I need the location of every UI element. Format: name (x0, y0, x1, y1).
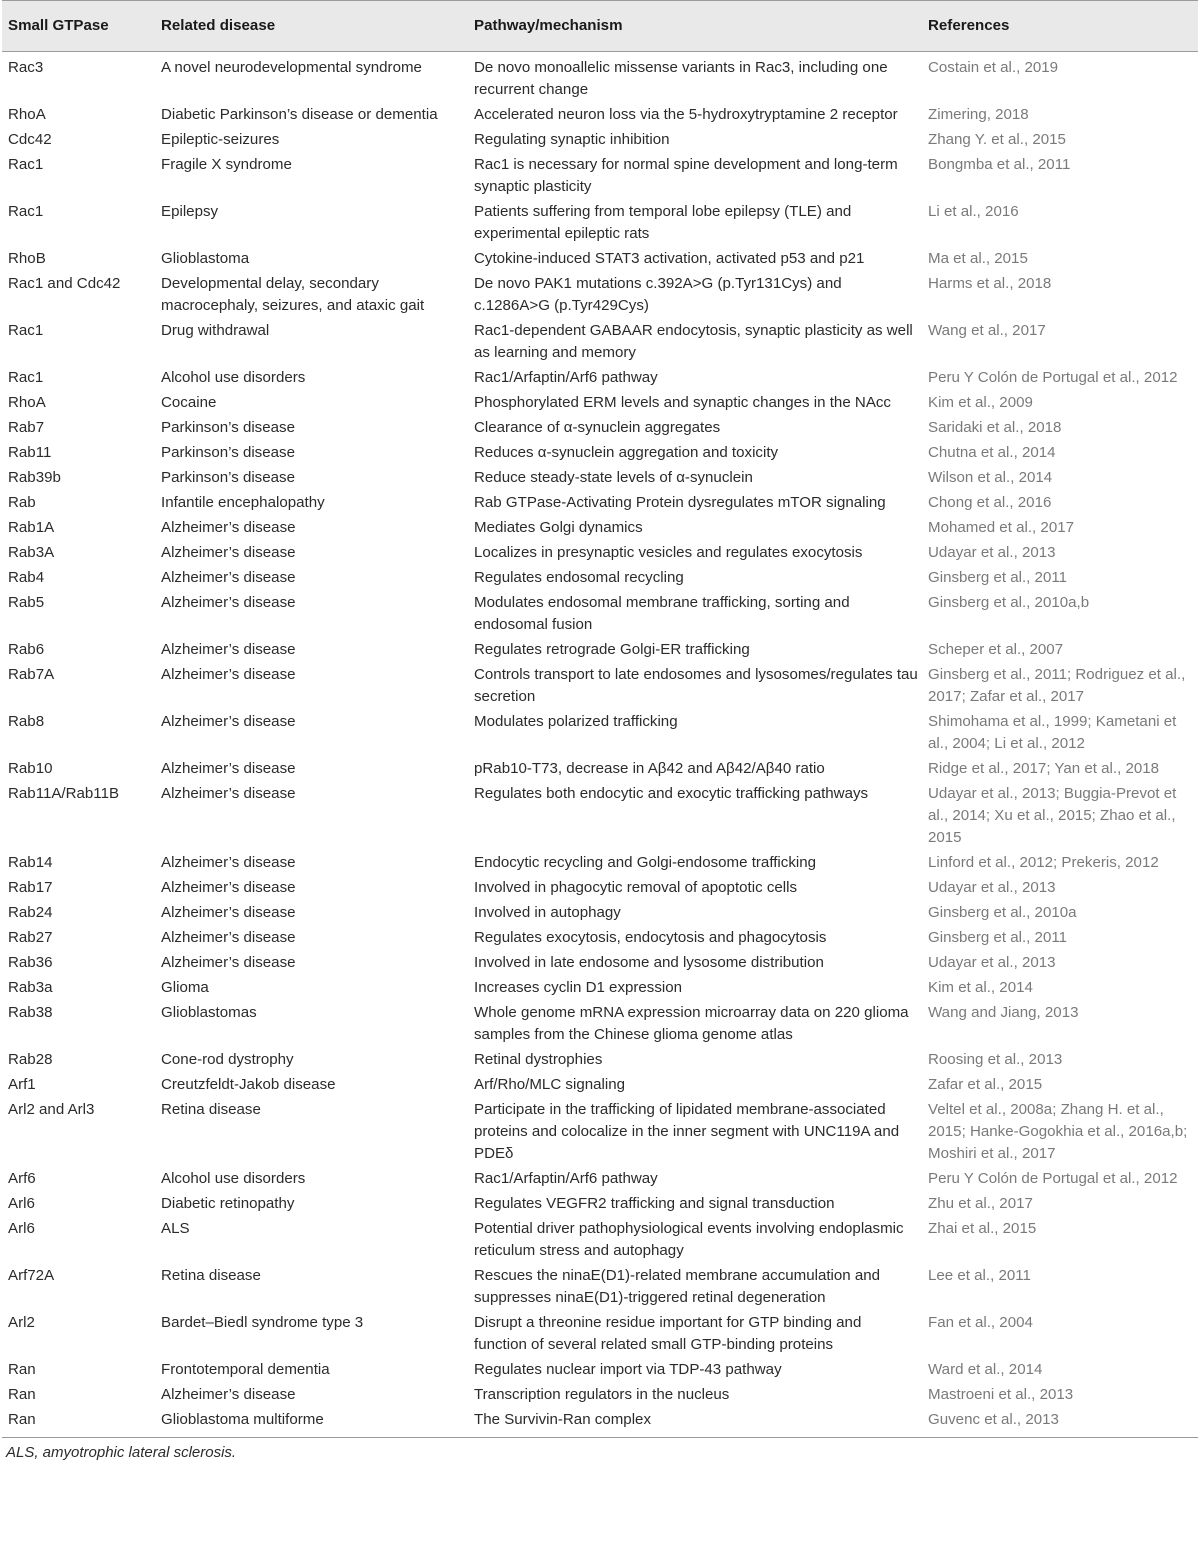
disease-cell: ALS (161, 1220, 190, 1237)
reference-cell: Wilson et al., 2014 (928, 469, 1053, 486)
gtpase-cell: Rab (8, 494, 36, 511)
mechanism-cell: Rac1/Arfaptin/Arf6 pathway (474, 369, 658, 386)
mechanism-cell: Regulates endosomal recycling (474, 569, 684, 586)
table-row (2, 876, 1198, 901)
mechanism-cell: pRab10-T73, decrease in Aβ42 and Aβ42/Aβ40 ratio (474, 760, 825, 777)
mechanism-cell: Potential driver pathophysiological events involving endoplasmic reticulum stress and autophagy (474, 1220, 904, 1259)
gtpase-cell: Rac1 (8, 156, 44, 173)
header-row (2, 1, 1198, 52)
mechanism-cell: Retinal dystrophies (474, 1051, 603, 1068)
table-row (2, 103, 1198, 128)
table-row (2, 566, 1198, 591)
reference-cell: Kim et al., 2014 (928, 979, 1033, 996)
table-row (2, 976, 1198, 1001)
gtpase-cell: Arf72A (8, 1267, 55, 1284)
gtpase-cell: Rac1 (8, 322, 44, 339)
disease-cell: Alcohol use disorders (161, 1170, 306, 1187)
gtpase-cell: Rab39b (8, 469, 61, 486)
gtpase-cell: Rac1 and Cdc42 (8, 275, 121, 292)
reference-cell: Udayar et al., 2013 (928, 954, 1056, 971)
gtpase-cell: Arl6 (8, 1195, 35, 1212)
mechanism-cell: Patients suffering from temporal lobe epilepsy (TLE) and experimental epileptic rats (474, 203, 852, 242)
table-row (2, 541, 1198, 566)
table-row (2, 128, 1198, 153)
gtpase-cell: Rab38 (8, 1004, 53, 1021)
table-row (2, 757, 1198, 782)
gtpase-cell: Cdc42 (8, 131, 52, 148)
reference-cell: Mastroeni et al., 2013 (928, 1386, 1074, 1403)
reference-cell: Ginsberg et al., 2010a (928, 904, 1077, 921)
table-row (2, 391, 1198, 416)
disease-cell: Alzheimer’s disease (161, 904, 296, 921)
mechanism-cell: De novo PAK1 mutations c.392A>G (p.Tyr131Cys) and c.1286A>G (p.Tyr429Cys) (474, 275, 842, 314)
column-header-references: References (922, 1, 1198, 52)
mechanism-cell: Reduce steady-state levels of α-synuclein (474, 469, 753, 486)
gtpase-cell: Ran (8, 1361, 36, 1378)
disease-cell: Alzheimer’s disease (161, 713, 296, 730)
table-row (2, 901, 1198, 926)
mechanism-cell: Increases cyclin D1 expression (474, 979, 683, 996)
reference-cell: Bongmba et al., 2011 (928, 156, 1071, 173)
table-row (2, 52, 1198, 103)
table-row (2, 638, 1198, 663)
gtpase-cell: Ran (8, 1411, 36, 1428)
mechanism-cell: Involved in autophagy (474, 904, 621, 921)
gtpase-cell: Arf6 (8, 1170, 36, 1187)
column-header-related-disease: Related disease (155, 1, 468, 52)
reference-cell: Chutna et al., 2014 (928, 444, 1056, 461)
mechanism-cell: Disrupt a threonine residue important for GTP binding and function of several related small GTP-binding proteins (474, 1314, 862, 1353)
reference-cell: Ginsberg et al., 2011 (928, 569, 1068, 586)
mechanism-cell: The Survivin-Ran complex (474, 1411, 651, 1428)
table-row (2, 441, 1198, 466)
reference-cell: Harms et al., 2018 (928, 275, 1052, 292)
mechanism-cell: Participate in the trafficking of lipidated membrane-associated proteins and colocalize in the inner segment with UNC119A and PDEδ (474, 1101, 900, 1162)
reference-cell: Scheper et al., 2007 (928, 641, 1064, 658)
gtpase-cell: Rab11 (8, 444, 52, 461)
disease-cell: Fragile X syndrome (161, 156, 292, 173)
reference-cell: Peru Y Colón de Portugal et al., 2012 (928, 1170, 1178, 1187)
table-row (2, 416, 1198, 441)
reference-cell: Ginsberg et al., 2010a,b (928, 594, 1090, 611)
disease-cell: Epileptic-seizures (161, 131, 280, 148)
disease-cell: Alzheimer’s disease (161, 641, 296, 658)
reference-cell: Lee et al., 2011 (928, 1267, 1031, 1284)
gtpase-cell: Rab3a (8, 979, 53, 996)
reference-cell: Zhai et al., 2015 (928, 1220, 1037, 1237)
reference-cell: Guvenc et al., 2013 (928, 1411, 1059, 1428)
mechanism-cell: Rescues the ninaE(D1)-related membrane accumulation and suppresses ninaE(D1)-triggered retinal degeneration (474, 1267, 881, 1306)
table-row (2, 319, 1198, 366)
mechanism-cell: Regulates retrograde Golgi-ER trafficking (474, 641, 750, 658)
disease-cell: Developmental delay, secondary macrocephaly, seizures, and ataxic gait (161, 275, 425, 314)
table-footnote: ALS, amyotrophic lateral sclerosis. (6, 1444, 237, 1461)
table-row (2, 1264, 1198, 1311)
mechanism-cell: Rab GTPase-Activating Protein dysregulates mTOR signaling (474, 494, 886, 511)
table-row (2, 1192, 1198, 1217)
disease-cell: Glioma (161, 979, 209, 996)
gtpase-cell: Rab6 (8, 641, 45, 658)
mechanism-cell: Whole genome mRNA expression microarray data on 220 glioma samples from the Chinese glioma genome atlas (474, 1004, 909, 1043)
disease-cell: Glioblastoma (161, 250, 250, 267)
mechanism-cell: Reduces α-synuclein aggregation and toxicity (474, 444, 779, 461)
disease-cell: Alzheimer’s disease (161, 1386, 296, 1403)
disease-cell: Cocaine (161, 394, 217, 411)
reference-cell: Ginsberg et al., 2011 (928, 929, 1068, 946)
gtpase-cell: Rac1 (8, 369, 44, 386)
reference-cell: Li et al., 2016 (928, 203, 1019, 220)
reference-cell: Udayar et al., 2013; Buggia-Prevot et al., 2014; Xu et al., 2015; Zhao et al., 2015 (928, 785, 1177, 846)
reference-cell: Roosing et al., 2013 (928, 1051, 1063, 1068)
mechanism-cell: Regulating synaptic inhibition (474, 131, 670, 148)
table-row (2, 926, 1198, 951)
disease-cell: Diabetic Parkinson’s disease or dementia (161, 106, 438, 123)
gtpase-cell: Rab27 (8, 929, 53, 946)
table-row (2, 366, 1198, 391)
gtpase-cell: Rab14 (8, 854, 53, 871)
table-row (2, 200, 1198, 247)
table-row (2, 1098, 1198, 1167)
reference-cell: Wang et al., 2017 (928, 322, 1046, 339)
mechanism-cell: De novo monoallelic missense variants in Rac3, including one recurrent change (474, 59, 888, 98)
disease-cell: Alzheimer’s disease (161, 760, 296, 777)
gtpase-cell: Rab7 (8, 419, 45, 436)
gtpase-cell: Rab8 (8, 713, 45, 730)
table-row (2, 247, 1198, 272)
table-row (2, 851, 1198, 876)
reference-cell: Costain et al., 2019 (928, 59, 1059, 76)
gtpase-cell: Rab11A/Rab11B (8, 785, 120, 802)
reference-cell: Ginsberg et al., 2011; Rodriguez et al., 2017; Zafar et al., 2017 (928, 666, 1186, 705)
reference-cell: Shimohama et al., 1999; Kametani et al., 2004; Li et al., 2012 (928, 713, 1177, 752)
table-row (2, 1073, 1198, 1098)
table-row (2, 466, 1198, 491)
mechanism-cell: Rac1 is necessary for normal spine development and long-term synaptic plasticity (474, 156, 898, 195)
disease-cell: Alzheimer’s disease (161, 519, 296, 536)
mechanism-cell: Controls transport to late endosomes and lysosomes/regulates tau secretion (474, 666, 918, 705)
gtpase-disease-table (2, 0, 1198, 1438)
mechanism-cell: Rac1/Arfaptin/Arf6 pathway (474, 1170, 658, 1187)
gtpase-cell: Rab3A (8, 544, 55, 561)
reference-cell: Chong et al., 2016 (928, 494, 1052, 511)
table-row (2, 516, 1198, 541)
gtpase-cell: RhoA (8, 394, 46, 411)
disease-cell: Alzheimer’s disease (161, 879, 296, 896)
disease-cell: Diabetic retinopathy (161, 1195, 295, 1212)
table-header (2, 1, 1198, 52)
gtpase-cell: Rab17 (8, 879, 53, 896)
gtpase-cell: Ran (8, 1386, 36, 1403)
table-row (2, 663, 1198, 710)
gtpase-cell: Rac3 (8, 59, 44, 76)
disease-cell: Alzheimer’s disease (161, 666, 296, 683)
table-row (2, 1383, 1198, 1408)
gtpase-cell: Rab24 (8, 904, 53, 921)
table-row (2, 1311, 1198, 1358)
gtpase-cell: Arl2 and Arl3 (8, 1101, 95, 1118)
reference-cell: Veltel et al., 2008a; Zhang H. et al., 2015; Hanke-Gogokhia et al., 2016a,b; Moshiri et al., 2017 (928, 1101, 1188, 1162)
disease-cell: Glioblastomas (161, 1004, 257, 1021)
table-row (2, 710, 1198, 757)
reference-cell: Wang and Jiang, 2013 (928, 1004, 1079, 1021)
disease-cell: Frontotemporal dementia (161, 1361, 330, 1378)
reference-cell: Zafar et al., 2015 (928, 1076, 1043, 1093)
gtpase-cell: Rab10 (8, 760, 53, 777)
table-row (2, 591, 1198, 638)
disease-cell: A novel neurodevelopmental syndrome (161, 59, 422, 76)
mechanism-cell: Phosphorylated ERM levels and synaptic changes in the NAcc (474, 394, 891, 411)
mechanism-cell: Regulates VEGFR2 trafficking and signal transduction (474, 1195, 835, 1212)
gtpase-cell: RhoA (8, 106, 46, 123)
gtpase-cell: Rab1A (8, 519, 55, 536)
disease-cell: Alzheimer’s disease (161, 854, 296, 871)
disease-cell: Creutzfeldt-Jakob disease (161, 1076, 336, 1093)
gtpase-cell: Rac1 (8, 203, 44, 220)
disease-cell: Cone-rod dystrophy (161, 1051, 294, 1068)
mechanism-cell: Modulates endosomal membrane trafficking, sorting and endosomal fusion (474, 594, 850, 633)
disease-cell: Parkinson’s disease (161, 444, 295, 461)
disease-cell: Alzheimer’s disease (161, 594, 296, 611)
disease-cell: Epilepsy (161, 203, 219, 220)
reference-cell: Fan et al., 2004 (928, 1314, 1033, 1331)
gtpase-cell: Rab7A (8, 666, 55, 683)
reference-cell: Ridge et al., 2017; Yan et al., 2018 (928, 760, 1160, 777)
column-header-small-gtpase: Small GTPase (2, 1, 155, 52)
mechanism-cell: Transcription regulators in the nucleus (474, 1386, 730, 1403)
disease-cell: Alcohol use disorders (161, 369, 306, 386)
reference-cell: Mohamed et al., 2017 (928, 519, 1074, 536)
mechanism-cell: Endocytic recycling and Golgi-endosome trafficking (474, 854, 817, 871)
gtpase-cell: Rab5 (8, 594, 45, 611)
mechanism-cell: Modulates polarized trafficking (474, 713, 678, 730)
gtpase-cell: RhoB (8, 250, 46, 267)
reference-cell: Udayar et al., 2013 (928, 879, 1056, 896)
disease-cell: Alzheimer’s disease (161, 785, 296, 802)
gtpase-cell: Arl2 (8, 1314, 35, 1331)
reference-cell: Linford et al., 2012; Prekeris, 2012 (928, 854, 1159, 871)
mechanism-cell: Involved in late endosome and lysosome distribution (474, 954, 824, 971)
table-row (2, 153, 1198, 200)
reference-cell: Ma et al., 2015 (928, 250, 1028, 267)
disease-cell: Drug withdrawal (161, 322, 270, 339)
reference-cell: Udayar et al., 2013 (928, 544, 1056, 561)
table-row (2, 1358, 1198, 1383)
gtpase-cell: Arl6 (8, 1220, 35, 1237)
disease-cell: Alzheimer’s disease (161, 954, 296, 971)
mechanism-cell: Rac1-dependent GABAAR endocytosis, synaptic plasticity as well as learning and memory (474, 322, 913, 361)
mechanism-cell: Regulates exocytosis, endocytosis and phagocytosis (474, 929, 827, 946)
mechanism-cell: Arf/Rho/MLC signaling (474, 1076, 626, 1093)
gtpase-cell: Rab28 (8, 1051, 53, 1068)
table-row (2, 1167, 1198, 1192)
mechanism-cell: Accelerated neuron loss via the 5-hydroxytryptamine 2 receptor (474, 106, 898, 123)
mechanism-cell: Regulates both endocytic and exocytic trafficking pathways (474, 785, 869, 802)
reference-cell: Zhang Y. et al., 2015 (928, 131, 1066, 148)
mechanism-cell: Localizes in presynaptic vesicles and regulates exocytosis (474, 544, 863, 561)
table-row (2, 1001, 1198, 1048)
table-row (2, 1048, 1198, 1073)
disease-cell: Alzheimer’s disease (161, 569, 296, 586)
gtpase-cell: Rab36 (8, 954, 53, 971)
gtpase-cell: Rab4 (8, 569, 45, 586)
disease-cell: Retina disease (161, 1101, 261, 1118)
disease-cell: Bardet–Biedl syndrome type 3 (161, 1314, 364, 1331)
disease-cell: Alzheimer’s disease (161, 544, 296, 561)
table-row (2, 1217, 1198, 1264)
reference-cell: Peru Y Colón de Portugal et al., 2012 (928, 369, 1178, 386)
mechanism-cell: Clearance of α-synuclein aggregates (474, 419, 721, 436)
reference-cell: Kim et al., 2009 (928, 394, 1033, 411)
mechanism-cell: Mediates Golgi dynamics (474, 519, 643, 536)
table-body (2, 52, 1198, 1438)
reference-cell: Saridaki et al., 2018 (928, 419, 1062, 436)
disease-cell: Retina disease (161, 1267, 261, 1284)
disease-cell: Parkinson’s disease (161, 469, 295, 486)
reference-cell: Zhu et al., 2017 (928, 1195, 1033, 1212)
column-header-pathway-mechanism: Pathway/mechanism (468, 1, 922, 52)
table-row (2, 951, 1198, 976)
reference-cell: Zimering, 2018 (928, 106, 1029, 123)
disease-cell: Infantile encephalopathy (161, 494, 325, 511)
table-row (2, 272, 1198, 319)
mechanism-cell: Regulates nuclear import via TDP-43 pathway (474, 1361, 782, 1378)
table-row (2, 491, 1198, 516)
table-row (2, 1408, 1198, 1438)
gtpase-cell: Arf1 (8, 1076, 36, 1093)
mechanism-cell: Cytokine-induced STAT3 activation, activated p53 and p21 (474, 250, 865, 267)
disease-cell: Parkinson’s disease (161, 419, 295, 436)
disease-cell: Glioblastoma multiforme (161, 1411, 324, 1428)
disease-cell: Alzheimer’s disease (161, 929, 296, 946)
mechanism-cell: Involved in phagocytic removal of apoptotic cells (474, 879, 798, 896)
reference-cell: Ward et al., 2014 (928, 1361, 1043, 1378)
table-row (2, 782, 1198, 851)
